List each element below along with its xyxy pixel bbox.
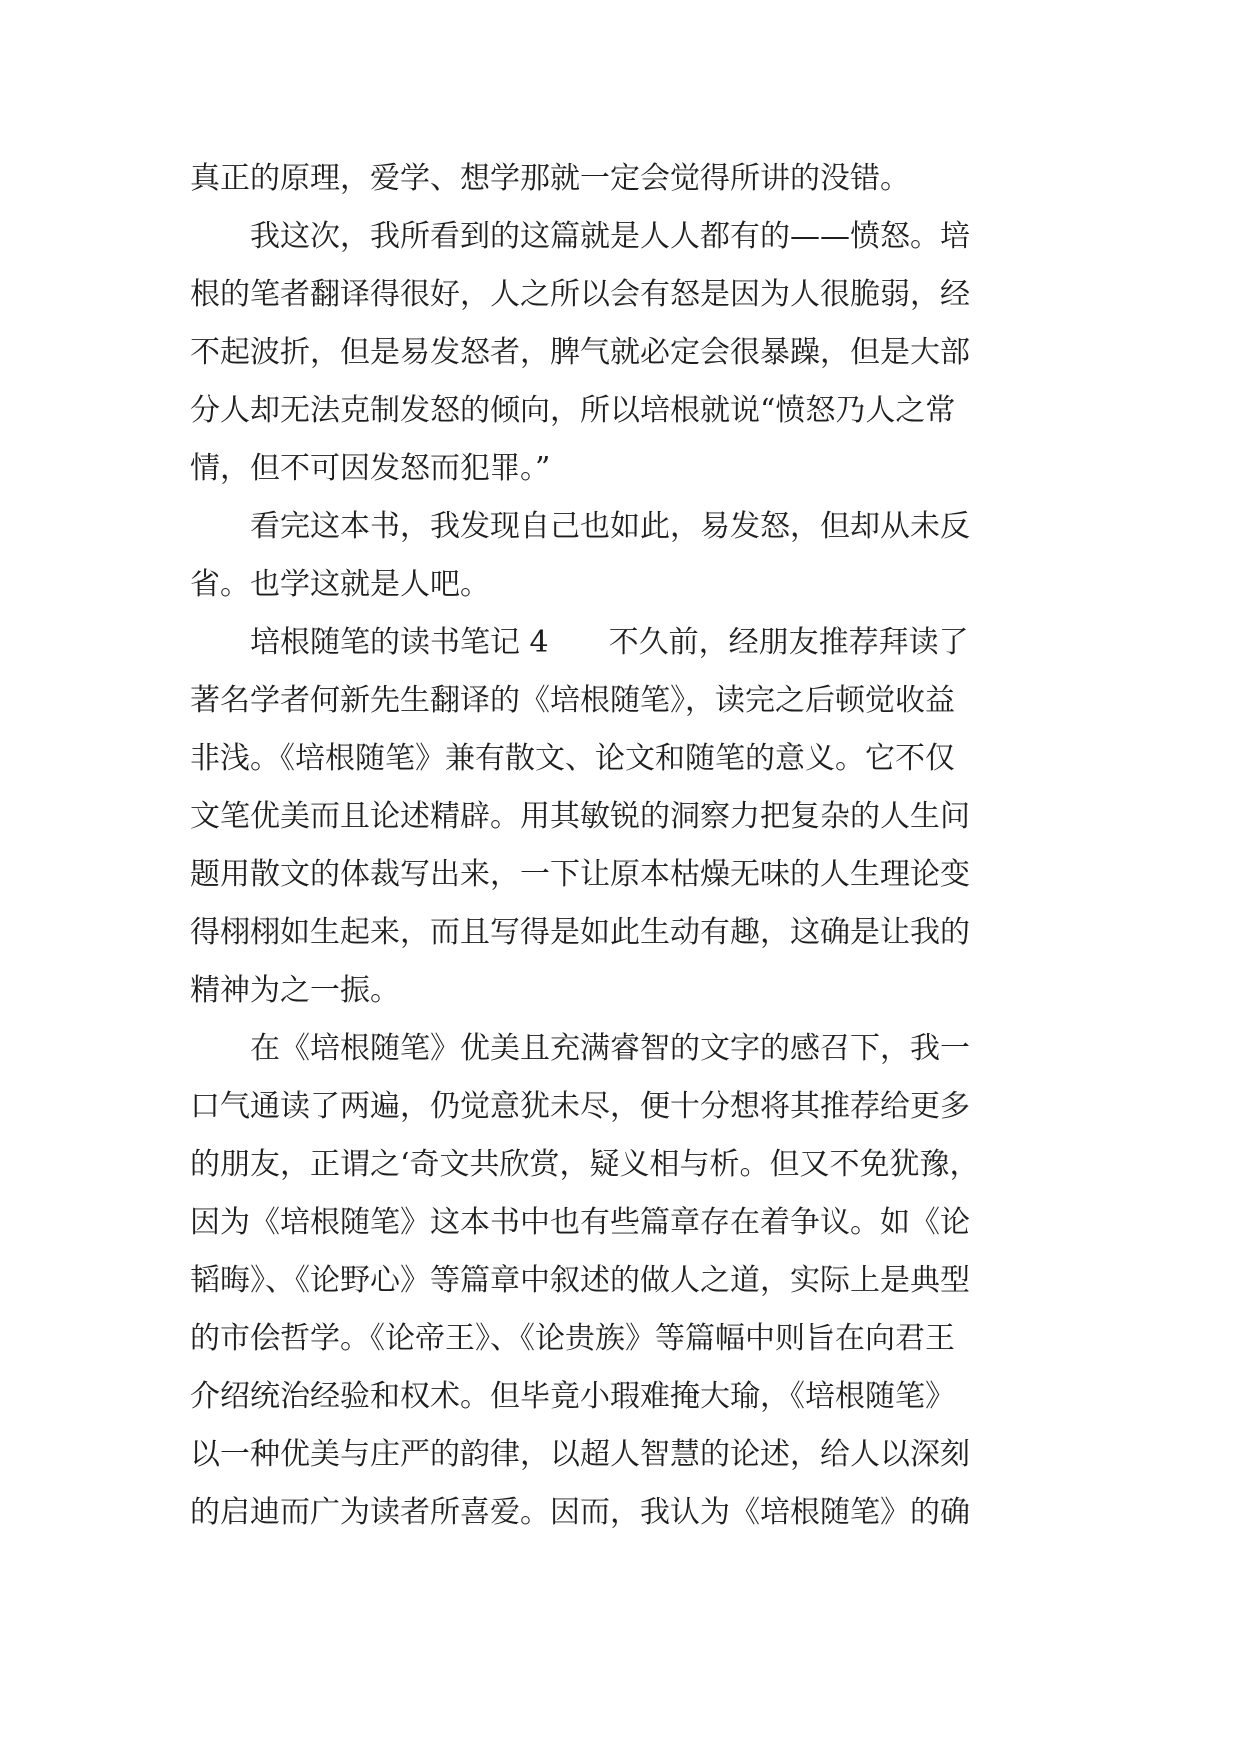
text-line: 韬晦》、《论野心》等篇章中叙述的做人之道，实际上是典型	[190, 1263, 970, 1298]
text-line: 介绍统治经验和权术。但毕竟小瑕难掩大瑜，《培根随笔》	[190, 1379, 955, 1414]
text-line: 在《培根随笔》优美且充满睿智的文字的感召下，我一	[250, 1031, 970, 1066]
text-line: 的启迪而广为读者所喜爱。因而，我认为《培根随笔》的确	[190, 1495, 970, 1530]
text-line: 题用散文的体裁写出来，一下让原本枯燥无味的人生理论变	[190, 857, 970, 892]
text-line: 省。也学这就是人吧。	[190, 567, 490, 602]
text-line: 得栩栩如生起来，而且写得是如此生动有趣，这确是让我的	[190, 915, 970, 950]
text-segment: 不久前，经朋友推荐拜读了	[608, 625, 969, 660]
text-line: 口气通读了两遍，仍觉意犹未尽，便十分想将其推荐给更多	[190, 1089, 970, 1124]
text-line: 的市侩哲学。《论帝王》、《论贵族》等篇幅中则旨在向君王	[190, 1321, 955, 1356]
text-line: 真正的原理，爱学、想学那就一定会觉得所讲的没错。	[190, 161, 910, 196]
text-line: 看完这本书，我发现自己也如此，易发怒，但却从未反	[250, 509, 970, 544]
section-heading-line	[190, 614, 1050, 672]
text-line: 因为《培根随笔》这本书中也有些篇章存在着争议。如《论	[190, 1205, 970, 1240]
text-line: 精神为之一振。	[190, 973, 400, 1008]
text-line: 我这次，我所看到的这篇就是人人都有的——愤怒。培	[250, 219, 970, 254]
text-line: 著名学者何新先生翻译的《培根随笔》，读完之后顿觉收益	[190, 683, 955, 718]
section-heading: 培根随笔的读书笔记 4	[250, 625, 549, 660]
text-line: 情，但不可因发怒而犯罪。”	[190, 451, 551, 486]
text-line: 根的笔者翻译得很好，人之所以会有怒是因为人很脆弱，经	[190, 277, 970, 312]
text-line: 的朋友，正谓之‘奇文共欣赏，疑义相与析。但又不免犹豫，	[190, 1147, 980, 1182]
text-line: 以一种优美与庄严的韵律，以超人智慧的论述，给人以深刻	[190, 1437, 970, 1472]
text-line: 不起波折，但是易发怒者，脾气就必定会很暴躁，但是大部	[190, 335, 970, 370]
body-text	[190, 150, 1050, 1542]
text-line: 分人却无法克制发怒的倾向，所以培根就说“愤怒乃人之常	[190, 393, 956, 428]
text-line: 非浅。《培根随笔》兼有散文、论文和随笔的意义。它不仅	[190, 741, 955, 776]
text-line: 文笔优美而且论述精辟。用其敏锐的洞察力把复杂的人生问	[190, 799, 970, 834]
